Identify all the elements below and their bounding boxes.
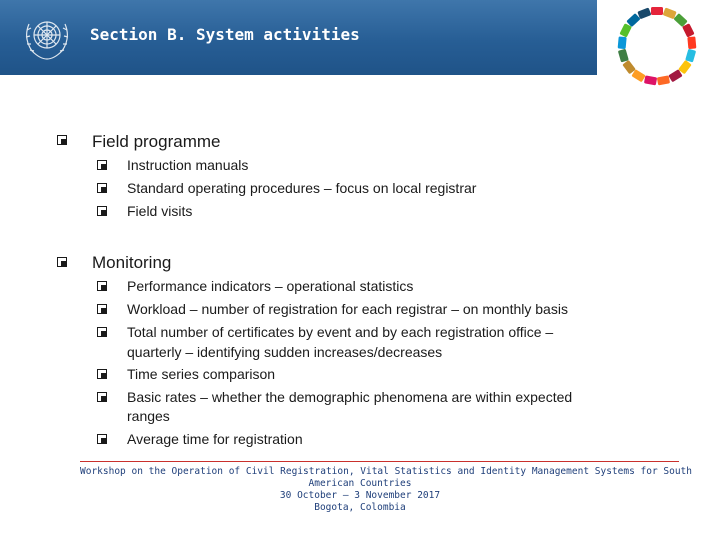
- item-bullet-icon: [97, 369, 107, 379]
- sdg-wheel-icon: [614, 3, 700, 89]
- item-bullet-icon: [97, 327, 107, 337]
- item-bullet-icon: [97, 304, 107, 314]
- section-heading-field-programme: Field programme: [92, 132, 221, 151]
- footer-line-2: American Countries: [308, 478, 412, 489]
- list-item: Basic rates – whether the demographic phenomena are within expected: [127, 389, 573, 405]
- section-heading-monitoring: Monitoring: [92, 253, 172, 272]
- list-item: Total number of certificates by event and by each registration office –: [127, 324, 554, 340]
- sdg-wheel-segment: [657, 75, 670, 85]
- list-item: Instruction manuals: [127, 157, 249, 173]
- item-bullet-icon: [97, 392, 107, 402]
- sdg-wheel-segment: [618, 49, 629, 63]
- sdg-wheel-segment: [618, 36, 627, 49]
- sdg-wheel-segment: [687, 36, 696, 49]
- sdg-wheel-segment: [673, 13, 687, 27]
- list-item: Average time for registration: [127, 431, 303, 447]
- sdg-wheel-segment: [644, 75, 657, 85]
- footer-divider: [80, 461, 679, 462]
- item-bullet-icon: [97, 281, 107, 291]
- item-bullet-icon: [97, 206, 107, 216]
- list-item-continuation: quarterly – identifying sudden increases/decreases: [127, 344, 443, 360]
- footer-line-4: Bogota, Colombia: [314, 502, 406, 513]
- sdg-wheel-segment: [685, 49, 696, 63]
- footer-line-1: Workshop on the Operation of Civil Registration, Vital Statistics and Identity Management Systems for South: [80, 466, 692, 477]
- list-item: Workload – number of registration for each registrar – on monthly basis: [127, 301, 568, 317]
- sdg-wheel-segment: [626, 13, 640, 27]
- page-title: Section B. System activities: [90, 25, 360, 44]
- list-item-continuation: ranges: [127, 408, 170, 424]
- section-bullet-icon: [57, 135, 67, 145]
- item-bullet-icon: [97, 183, 107, 193]
- un-emblem-icon: [20, 10, 74, 64]
- list-item: Performance indicators – operational statistics: [127, 278, 414, 294]
- sdg-wheel-segment: [651, 7, 663, 15]
- sdg-wheel-segment: [619, 23, 632, 37]
- item-bullet-icon: [97, 434, 107, 444]
- sdg-wheel-segment: [637, 7, 651, 19]
- sdg-wheel-segment: [663, 7, 677, 19]
- section-bullet-icon: [57, 257, 67, 267]
- sdg-wheel-segment: [682, 23, 695, 37]
- footer: [80, 466, 692, 514]
- list-item: Time series comparison: [127, 366, 276, 382]
- list-item: Standard operating procedures – focus on local registrar: [127, 180, 477, 196]
- footer-line-3: 30 October – 3 November 2017: [279, 490, 441, 501]
- list-item: Field visits: [127, 203, 193, 219]
- item-bullet-icon: [97, 160, 107, 170]
